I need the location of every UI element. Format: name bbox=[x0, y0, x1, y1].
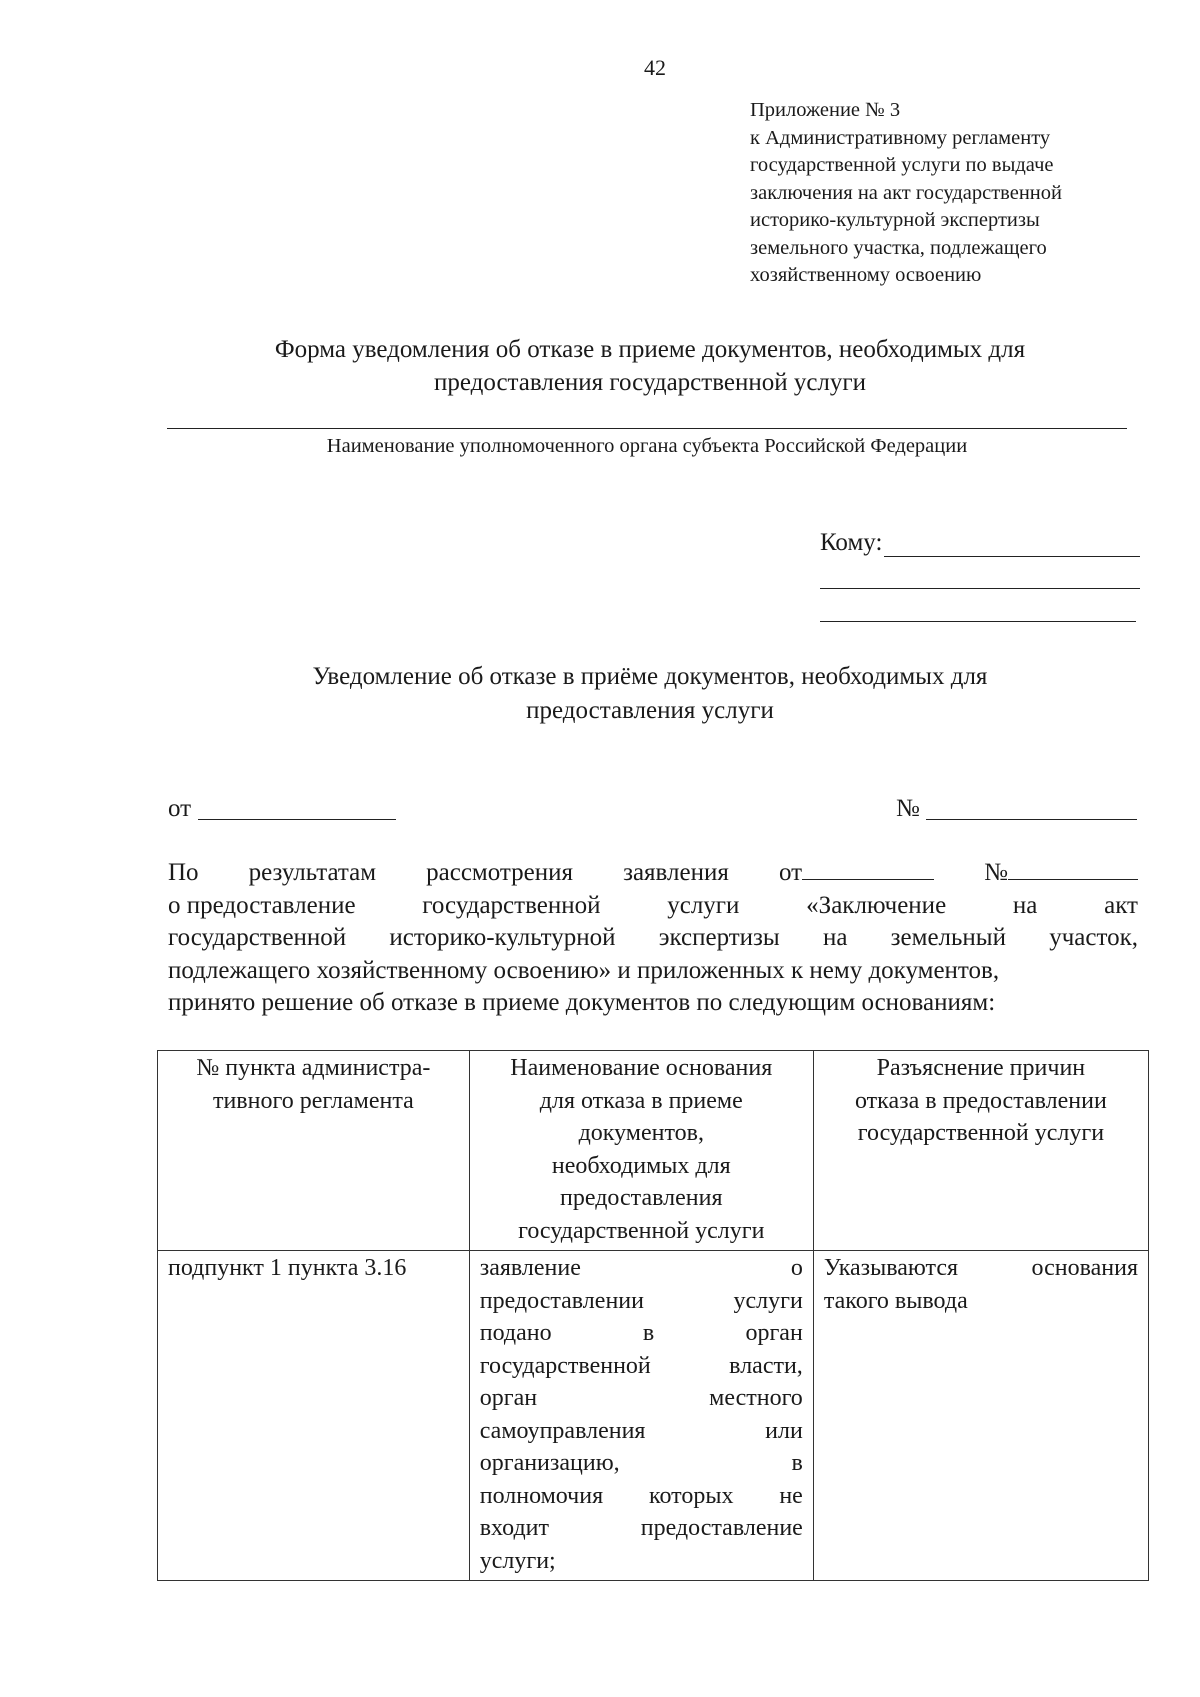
application-date-fill-line[interactable] bbox=[802, 857, 934, 880]
page-number: 42 bbox=[644, 55, 666, 80]
form-title bbox=[150, 333, 1150, 399]
table-cell-ground bbox=[469, 1251, 813, 1581]
header-text: отказа в предоставлении bbox=[854, 1087, 1107, 1114]
cell-line: организацию, в bbox=[479, 1450, 803, 1476]
header-text: документов, bbox=[578, 1120, 704, 1146]
refusal-grounds-table bbox=[157, 1050, 1149, 1581]
number-label: № bbox=[896, 795, 920, 822]
header-cell-ground bbox=[469, 1051, 813, 1251]
appendix-line: государственной услуги по выдаче bbox=[750, 154, 1054, 176]
date-label: от bbox=[168, 795, 192, 822]
header-text: государственной услуги bbox=[518, 1217, 765, 1244]
notice-title bbox=[150, 660, 1150, 728]
addressee-fill-line[interactable] bbox=[884, 532, 1140, 557]
header-text: государственной услуги bbox=[857, 1120, 1105, 1146]
cell-line: полномочия которых не bbox=[479, 1482, 803, 1509]
appendix-line: историко-культурной экспертизы bbox=[750, 209, 1040, 231]
addressee-fill-line[interactable] bbox=[820, 588, 1140, 589]
paragraph-line bbox=[168, 857, 1138, 890]
paragraph-line: подлежащего хозяйственному освоению» и приложенных к нему документов, bbox=[168, 956, 1000, 984]
cell-line: государственной власти, bbox=[479, 1352, 803, 1379]
paragraph-word: государственной bbox=[168, 924, 347, 951]
paragraph-line bbox=[168, 890, 1138, 923]
header-text: Разъяснение причин bbox=[876, 1055, 1086, 1081]
table-header-row bbox=[158, 1051, 1149, 1251]
paragraph-word: услуги bbox=[667, 891, 740, 919]
appendix-line: к Административному регламенту bbox=[750, 126, 1051, 149]
paragraph-word: «Заключение bbox=[806, 891, 947, 919]
appendix-line: заключения на акт государственной bbox=[750, 181, 1062, 204]
paragraph-word: историко-культурной bbox=[389, 924, 616, 951]
paragraph-word: на bbox=[1012, 891, 1038, 919]
table-row bbox=[158, 1251, 1149, 1581]
addressee-fill-line[interactable] bbox=[820, 621, 1136, 622]
cell-line: подано в орган bbox=[479, 1320, 803, 1346]
application-number-fill-line[interactable] bbox=[1008, 857, 1138, 880]
paragraph-word: о предоставление bbox=[168, 891, 356, 919]
header-cell-explanation bbox=[813, 1051, 1148, 1251]
paragraph-word: участок, bbox=[1049, 924, 1138, 951]
cell-line: услуги; bbox=[479, 1547, 556, 1574]
paragraph-word: По bbox=[168, 859, 199, 886]
cell-line: самоуправления или bbox=[479, 1417, 803, 1444]
table-cell-clause bbox=[158, 1251, 470, 1581]
org-name-caption: Наименование уполномоченного органа субъекта Российской Федерации bbox=[326, 435, 968, 457]
header-text: Наименование основания bbox=[510, 1055, 773, 1081]
cell-line: орган местного bbox=[479, 1385, 803, 1411]
cell-line: входит предоставление bbox=[479, 1515, 803, 1541]
header-text: предоставления bbox=[560, 1185, 723, 1211]
paragraph-word: рассмотрения bbox=[426, 859, 573, 886]
org-name-fill-line[interactable] bbox=[167, 428, 1127, 429]
number-fill-line[interactable] bbox=[926, 819, 1137, 820]
header-text: для отказа в приеме bbox=[539, 1087, 743, 1114]
header-text: № пункта администра- bbox=[196, 1055, 431, 1081]
appendix-line: земельного участка, подлежащего bbox=[750, 236, 1047, 259]
cell-line: предоставлении услуги bbox=[479, 1287, 803, 1314]
paragraph-word: земельный bbox=[890, 924, 1006, 951]
decision-paragraph bbox=[168, 857, 1138, 1020]
paragraph-word: экспертизы bbox=[658, 924, 780, 951]
notice-title-line: предоставления услуги bbox=[526, 697, 774, 724]
paragraph-word: заявления bbox=[623, 859, 729, 886]
addressee-block bbox=[820, 525, 1140, 557]
paragraph-word: на bbox=[822, 924, 848, 951]
paragraph-line: принято решение об отказе в приеме документов по следующим основаниям: bbox=[168, 989, 996, 1016]
cell-line: заявление о bbox=[479, 1255, 803, 1281]
paragraph-line bbox=[168, 922, 1138, 955]
application-number-label: № bbox=[984, 859, 1008, 886]
form-title-line: предоставления государственной услуги bbox=[433, 369, 867, 396]
cell-line: такого вывода bbox=[823, 1287, 968, 1314]
form-title-line: Форма уведомления об отказе в приеме документов, необходимых для bbox=[274, 336, 1026, 363]
date-fill-line[interactable] bbox=[198, 819, 396, 820]
notice-title-line: Уведомление об отказе в приёме документов, необходимых для bbox=[312, 663, 988, 690]
cell-line: Указываются основания bbox=[823, 1255, 1138, 1281]
header-text: тивного регламента bbox=[212, 1087, 414, 1114]
paragraph-word: государственной bbox=[422, 891, 601, 919]
table-cell-explanation bbox=[813, 1251, 1148, 1581]
header-cell-clause bbox=[158, 1051, 470, 1251]
paragraph-word: результатам bbox=[248, 859, 377, 886]
appendix-line: Приложение № 3 bbox=[750, 99, 901, 121]
paragraph-word: акт bbox=[1104, 891, 1138, 919]
appendix-block bbox=[750, 97, 1170, 290]
application-date-field bbox=[779, 857, 934, 890]
addressee-label: Кому: bbox=[820, 529, 883, 556]
appendix-line: хозяйственному освоению bbox=[750, 264, 982, 286]
cell-text: подпункт 1 пункта 3.16 bbox=[168, 1255, 407, 1281]
header-text: необходимых для bbox=[551, 1152, 731, 1179]
application-date-label: от bbox=[778, 859, 803, 886]
application-number-field bbox=[984, 857, 1138, 890]
